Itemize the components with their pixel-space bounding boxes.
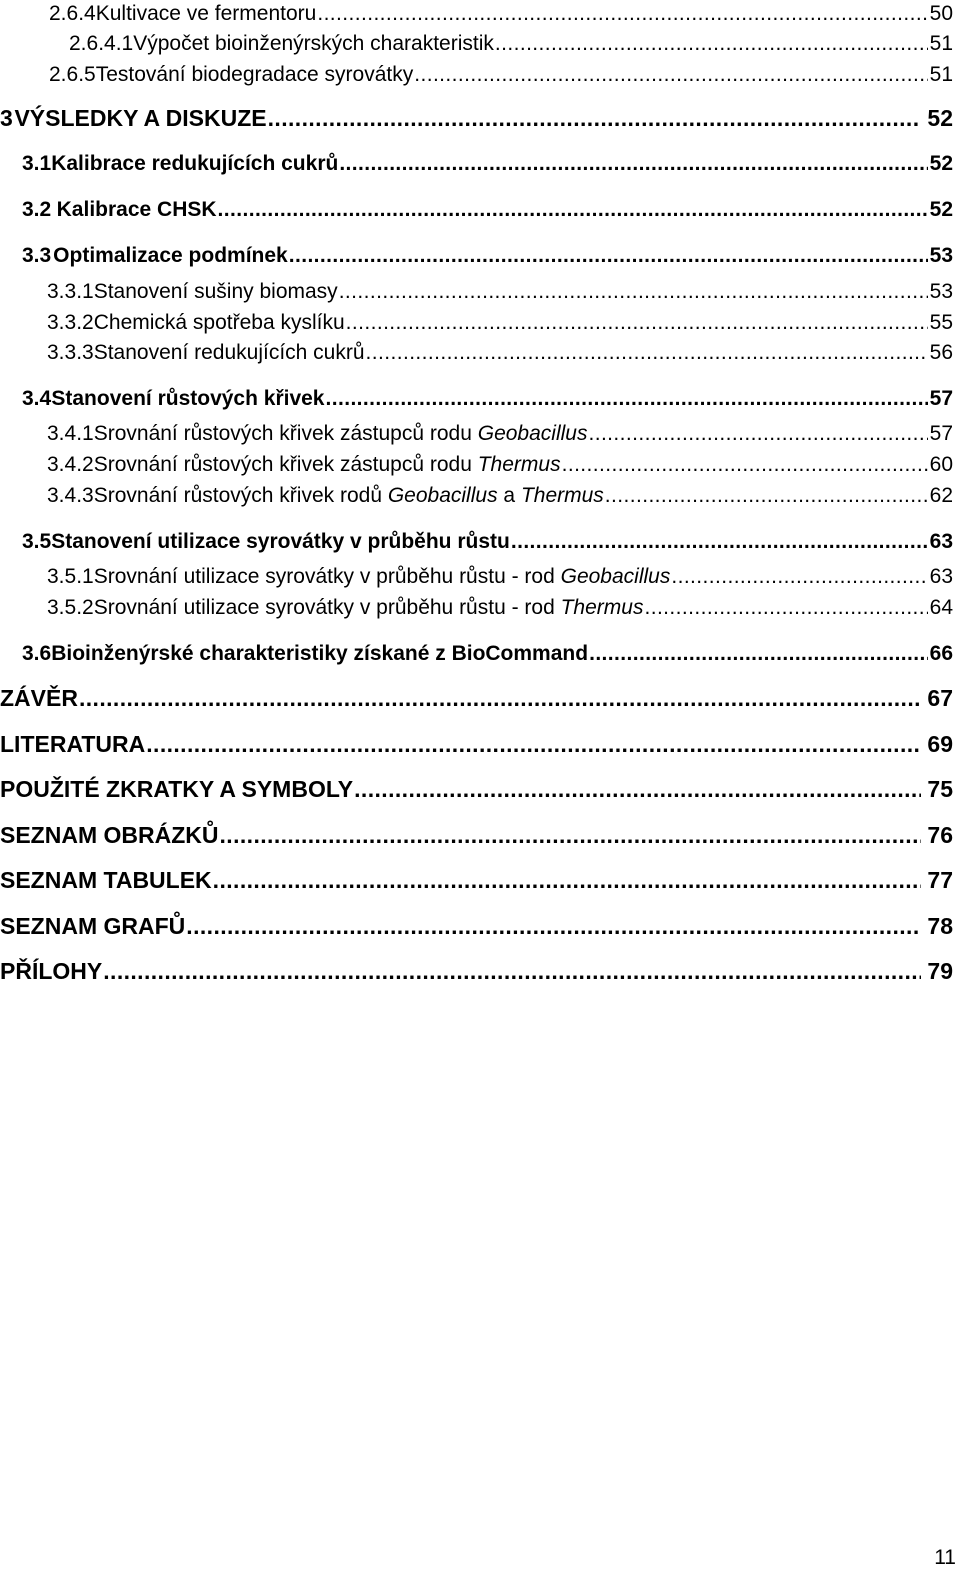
toc-entry-title: Kultivace ve fermentoru bbox=[95, 2, 317, 25]
toc-entry-number: 3.4.3 bbox=[47, 484, 94, 507]
toc-entry[interactable] bbox=[47, 342, 953, 363]
dot-leader bbox=[146, 733, 921, 756]
toc-entry-page: 64 bbox=[929, 596, 953, 619]
toc-entry-number: 3.1 bbox=[22, 152, 52, 175]
toc-entry[interactable] bbox=[49, 64, 953, 85]
toc-entry-title: Výpočet bioinženýrských charakteristik bbox=[133, 32, 494, 55]
toc-entry-title: POUŽITÉ ZKRATKY A SYMBOLY bbox=[0, 776, 354, 802]
toc-entry-title: Stanovení růstových křivek bbox=[51, 387, 325, 410]
dot-leader bbox=[644, 597, 927, 618]
toc-entry-title: Stanovení utilizace syrovátky v průběhu růstu bbox=[51, 530, 510, 553]
toc-chapter[interactable] bbox=[0, 107, 953, 130]
toc-entry-title: Bioinženýrské charakteristiky získané z BioCommand bbox=[51, 642, 589, 665]
toc-entry[interactable] bbox=[69, 33, 953, 54]
toc-entry-page: 57 bbox=[929, 387, 953, 410]
dot-leader bbox=[289, 245, 928, 266]
toc-entry-title: Srovnání růstových křivek zástupců rodu Geobacillus bbox=[93, 422, 588, 445]
toc-chapter[interactable] bbox=[0, 687, 953, 710]
toc-entry-page: 77 bbox=[927, 867, 953, 893]
toc-entry-title: ZÁVĚR bbox=[0, 685, 78, 711]
dot-leader bbox=[588, 423, 927, 444]
toc-entry-page: 52 bbox=[927, 105, 953, 131]
toc-chapter[interactable] bbox=[0, 824, 953, 847]
dot-leader bbox=[339, 153, 927, 174]
toc-entry-number: 3.3.2 bbox=[47, 311, 94, 334]
toc-entry-number: 3.4.2 bbox=[47, 453, 94, 476]
toc-entry-number: 3.5.2 bbox=[47, 596, 94, 619]
toc-entry-title: Testování biodegradace syrovátky bbox=[95, 63, 414, 86]
toc-entry-number: 3.2 bbox=[22, 198, 52, 221]
dot-leader bbox=[511, 531, 928, 552]
toc-chapter[interactable] bbox=[0, 778, 953, 801]
toc-section[interactable] bbox=[22, 245, 953, 266]
toc-entry-title: Optimalizace podmínek bbox=[53, 244, 288, 267]
toc-entry-number: 3.4 bbox=[22, 387, 52, 410]
toc-entry-title: VÝSLEDKY A DISKUZE bbox=[14, 105, 267, 131]
toc-entry-page: 60 bbox=[929, 453, 953, 476]
toc-entry-page: 57 bbox=[929, 422, 953, 445]
toc-entry-page: 63 bbox=[929, 565, 953, 588]
dot-leader bbox=[339, 281, 928, 302]
toc-entry-number: 2.6.4.1 bbox=[69, 32, 134, 55]
dot-leader bbox=[346, 312, 928, 333]
toc-entry-page: 62 bbox=[929, 484, 953, 507]
toc-section[interactable] bbox=[22, 531, 953, 552]
toc-entry-page: 67 bbox=[927, 685, 953, 711]
toc-chapter[interactable] bbox=[0, 733, 953, 756]
dot-leader bbox=[220, 824, 922, 847]
toc-entry-title: LITERATURA bbox=[0, 731, 146, 757]
toc-entry-page: 79 bbox=[927, 958, 953, 984]
toc-entry-page: 76 bbox=[927, 822, 953, 848]
toc-entry-number: 3.3.3 bbox=[47, 341, 94, 364]
toc-entry-number: 3.5 bbox=[22, 530, 52, 553]
toc-entry-page: 51 bbox=[929, 32, 953, 55]
dot-leader bbox=[186, 915, 921, 938]
toc-entry-title: Kalibrace redukujících cukrů bbox=[51, 152, 339, 175]
dot-leader bbox=[326, 388, 928, 409]
toc-entry-title: SEZNAM TABULEK bbox=[0, 867, 212, 893]
toc-entry-page: 55 bbox=[929, 311, 953, 334]
dot-leader bbox=[268, 107, 922, 130]
dot-leader bbox=[366, 342, 928, 363]
dot-leader bbox=[213, 869, 922, 892]
dot-leader bbox=[354, 778, 921, 801]
toc-entry[interactable] bbox=[47, 281, 953, 302]
toc-entry-title: Kalibrace CHSK bbox=[56, 198, 217, 221]
toc-entry-page: 52 bbox=[929, 198, 953, 221]
toc-entry[interactable] bbox=[47, 597, 953, 618]
toc-entry-page: 78 bbox=[927, 913, 953, 939]
toc-entry-number: 3.4.1 bbox=[47, 422, 94, 445]
toc-entry-title: Srovnání růstových křivek rodů Geobacillus a Thermus bbox=[93, 484, 604, 507]
toc-entry-title: Stanovení redukujících cukrů bbox=[93, 341, 365, 364]
dot-leader bbox=[562, 454, 928, 475]
toc-entry-page: 52 bbox=[929, 152, 953, 175]
toc-entry-page: 66 bbox=[929, 642, 953, 665]
toc-entry-title: Srovnání růstových křivek zástupců rodu Thermus bbox=[93, 453, 561, 476]
dot-leader bbox=[589, 643, 928, 664]
toc-entry-page: 53 bbox=[929, 244, 953, 267]
toc-entry[interactable] bbox=[47, 312, 953, 333]
dot-leader bbox=[605, 485, 928, 506]
toc-entry[interactable] bbox=[49, 3, 953, 24]
toc-entry[interactable] bbox=[47, 423, 953, 444]
dot-leader bbox=[495, 33, 928, 54]
toc-section[interactable] bbox=[22, 643, 953, 664]
toc-entry-number: 3.3 bbox=[22, 244, 52, 267]
toc-entry-page: 63 bbox=[929, 530, 953, 553]
toc-entry-number: 3.6 bbox=[22, 642, 52, 665]
toc-entry[interactable] bbox=[47, 485, 953, 506]
page-number: 11 bbox=[934, 1546, 956, 1569]
dot-leader bbox=[79, 687, 921, 710]
dot-leader bbox=[317, 3, 927, 24]
toc-entry-title: Chemická spotřeba kyslíku bbox=[93, 311, 345, 334]
dot-leader bbox=[414, 64, 927, 85]
toc-entry-page: 69 bbox=[927, 731, 953, 757]
toc-entry-page: 75 bbox=[927, 776, 953, 802]
dot-leader bbox=[218, 199, 928, 220]
toc-entry-number: 2.6.5 bbox=[49, 63, 96, 86]
toc-section[interactable] bbox=[22, 388, 953, 409]
toc-entry-title: Srovnání utilizace syrovátky v průběhu růstu - rod Thermus bbox=[93, 596, 644, 619]
dot-leader bbox=[671, 566, 927, 587]
toc-entry-number: 2.6.4 bbox=[49, 2, 96, 25]
toc-entry-title: Stanovení sušiny biomasy bbox=[93, 280, 338, 303]
dot-leader bbox=[103, 960, 921, 983]
toc-entry-page: 51 bbox=[929, 63, 953, 86]
toc-entry[interactable] bbox=[47, 566, 953, 587]
toc-chapter[interactable] bbox=[0, 915, 953, 938]
toc-entry-number: 3 bbox=[0, 105, 13, 131]
toc-entry-title: SEZNAM GRAFŮ bbox=[0, 913, 186, 939]
toc-chapter[interactable] bbox=[0, 960, 953, 983]
toc-entry-title: SEZNAM OBRÁZKŮ bbox=[0, 822, 219, 848]
toc-entry-title: Srovnání utilizace syrovátky v průběhu růstu - rod Geobacillus bbox=[93, 565, 671, 588]
toc-section[interactable] bbox=[22, 199, 953, 220]
toc-entry-title: PŘÍLOHY bbox=[0, 958, 103, 984]
toc-entry-number: 3.5.1 bbox=[47, 565, 94, 588]
toc-chapter[interactable] bbox=[0, 869, 953, 892]
toc-entry[interactable] bbox=[47, 454, 953, 475]
toc-entry-page: 56 bbox=[929, 341, 953, 364]
toc-section[interactable] bbox=[22, 153, 953, 174]
toc-entry-number: 3.3.1 bbox=[47, 280, 94, 303]
toc-entry-page: 50 bbox=[929, 2, 953, 25]
toc-entry-page: 53 bbox=[929, 280, 953, 303]
